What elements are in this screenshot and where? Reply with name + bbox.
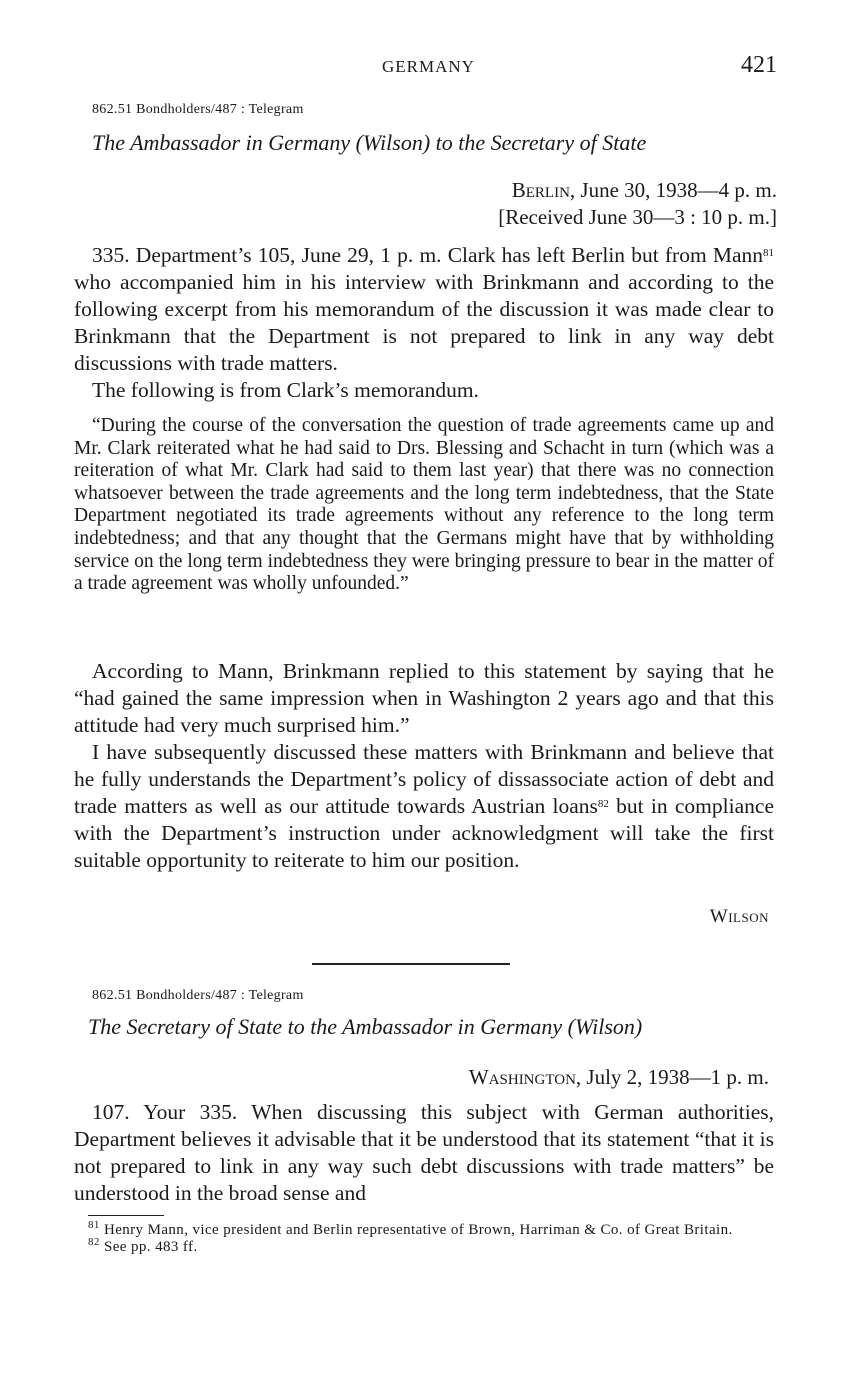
footnote-text: See pp. 483 ff.	[99, 1238, 198, 1255]
paragraph: The following is from Clark’s memorandum.	[92, 378, 479, 402]
telegram-body-continued	[74, 658, 774, 874]
document-title: The Ambassador in Germany (Wilson) to the Secretary of State	[92, 130, 647, 155]
dateline-date: , July 2, 1938—1 p. m.	[575, 1065, 769, 1089]
block-quote	[74, 415, 774, 596]
footnote-text: Henry Mann, vice president and Berlin representative of Brown, Harriman & Co. of Great Britain.	[99, 1222, 733, 1238]
paragraph: According to Mann, Brinkmann replied to this statement by saying that he “had gained the same impression when in Washington 2 years ago and that this attitude had very much surprised him.”	[74, 659, 774, 737]
paragraph	[74, 739, 774, 874]
footnote	[62, 1235, 772, 1256]
running-head: GERMANY	[382, 57, 475, 76]
dateline-date: , June 30, 1938—4 p. m.	[569, 178, 777, 202]
file-reference: 862.51 Bondholders/487 : Telegram	[92, 102, 304, 117]
paragraph-text: 335. Department’s 105, June 29, 1 p. m. Clark has left Berlin but from Mann	[92, 243, 763, 267]
file-reference: 862.51 Bondholders/487 : Telegram	[92, 988, 304, 1003]
paragraph-text: but in compliance with the Department’s instruction under acknowledgment will take the first suitable opportunity to reiterate to him our position.	[74, 794, 774, 872]
paragraph-text: who accompanied him in his interview with Brinkmann and according to the following excerpt from his memorandum of the discussion it was made clear to Brinkmann that the Department is not prepared to link in any way debt discussions with trade matters.	[74, 270, 774, 375]
footnotes	[62, 1218, 772, 1255]
footnote	[62, 1218, 772, 1239]
dateline	[469, 1065, 769, 1090]
signature: Wilson	[709, 906, 769, 927]
paragraph	[74, 242, 774, 377]
dateline-place: Berlin	[511, 178, 570, 202]
quoted-memorandum: “During the course of the conversation the question of trade agreements came up and Mr. Clark reiterated what he had said to Drs. Blessing and Schacht in turn (which was a reiteration of what Mr. Clark had said to them last year) that there was no connection whatsoever between the trade agreements and the long term indebtedness, that the State Department negotiated its trade agreements without any reference to the long term indebtedness; and that any thought that the Germans might have that by withholding service on the long term indebtedness they were bringing pressure to bear in the matter of a trade agreement was wholly unfounded.”	[74, 415, 774, 595]
dateline-place: Washington	[468, 1065, 576, 1089]
received-line: [Received June 30—3 : 10 p. m.]	[498, 205, 777, 229]
section-divider	[312, 963, 510, 965]
footnote-mark: 82	[88, 1235, 100, 1248]
footnote-mark: 81	[88, 1218, 100, 1231]
paragraph: 107. Your 335. When discussing this subject with German authorities, Department believes it advisable that it be understood that its statement “that it is not prepared to link in any way such debt discussions with trade matters” be understood in the broad sense and	[74, 1100, 774, 1205]
telegram-body	[74, 242, 774, 404]
footnote-rule	[88, 1215, 164, 1216]
footnote-reference: 82	[597, 797, 609, 810]
page-number: 421	[741, 52, 777, 78]
document-title: The Secretary of State to the Ambassador in Germany (Wilson)	[88, 1014, 643, 1039]
telegram-body	[74, 1099, 774, 1207]
paragraph-text: I have subsequently discussed these matters with Brinkmann and believe that he fully understands the Department’s policy of dissassociate action of debt and trade matters as well as our attitude towards Austrian loans	[74, 740, 774, 818]
dateline	[512, 178, 777, 203]
footnote-reference: 81	[763, 246, 774, 259]
